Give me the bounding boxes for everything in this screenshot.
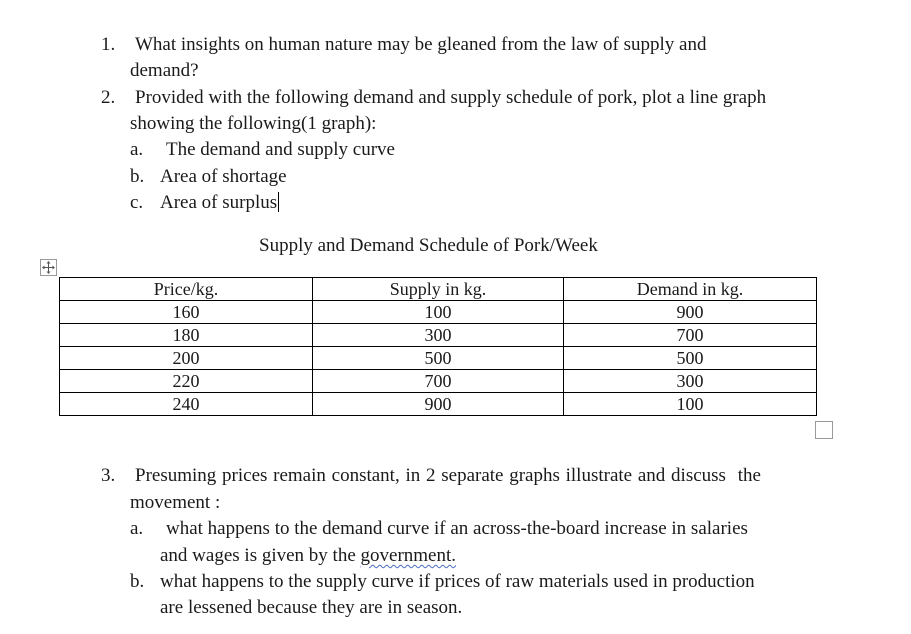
cell-price: 240 [60, 393, 313, 416]
table-title: Supply and Demand Schedule of Pork/Week [259, 235, 598, 256]
question-3-item-a-marker: a. [130, 518, 144, 539]
cell-demand: 700 [564, 324, 817, 347]
spellcheck-flagged-word[interactable]: government. [360, 545, 457, 566]
question-3-item-a-line2 [160, 543, 456, 569]
table-row [60, 301, 817, 324]
question-3-item-b-line1: what happens to the supply curve if prices of raw materials used in production [160, 571, 755, 592]
question-1-text-line1: What insights on human nature may be gleaned from the law of supply and [135, 34, 707, 55]
question-3-text-line1-main: Presuming prices remain constant, in 2 separate graphs illustrate and discuss [135, 465, 726, 486]
cell-demand: 300 [564, 370, 817, 393]
move-arrows-icon [41, 260, 56, 275]
cell-demand: 900 [564, 301, 817, 324]
question-1-text-line2: demand? [130, 60, 199, 81]
supply-demand-table[interactable] [59, 277, 817, 416]
cell-demand: 100 [564, 393, 817, 416]
table-row [60, 370, 817, 393]
table-move-handle[interactable] [40, 259, 57, 276]
cell-supply: 300 [313, 324, 564, 347]
table-row [60, 324, 817, 347]
cell-supply: 700 [313, 370, 564, 393]
question-3-number: 3. [101, 465, 116, 486]
cell-supply: 900 [313, 393, 564, 416]
question-3-text-line1-end: the [737, 465, 761, 486]
table-header-row [60, 278, 817, 301]
question-3-text-line1 [135, 463, 761, 489]
cell-price: 160 [60, 301, 313, 324]
table-row [60, 347, 817, 370]
question-3-item-b-line2: are lessened because they are in season. [160, 597, 463, 618]
cell-price: 220 [60, 370, 313, 393]
question-2-text-line2: showing the following(1 graph): [130, 113, 377, 134]
question-2-text-line1: Provided with the following demand and supply schedule of pork, plot a line graph [135, 87, 767, 108]
cell-supply: 100 [313, 301, 564, 324]
question-2-item-c[interactable] [160, 190, 279, 216]
question-1-number: 1. [101, 34, 116, 55]
cell-price: 180 [60, 324, 313, 347]
cell-supply: 500 [313, 347, 564, 370]
question-2-item-c-text: Area of surplus [160, 192, 278, 213]
question-2-item-b-marker: b. [130, 166, 145, 187]
question-2-number: 2. [101, 87, 116, 108]
question-2-item-c-marker: c. [130, 192, 144, 213]
table-row [60, 393, 817, 416]
text-cursor [278, 192, 279, 212]
header-demand: Demand in kg. [564, 278, 817, 301]
cell-demand: 500 [564, 347, 817, 370]
table-resize-handle[interactable] [815, 421, 833, 439]
question-2-item-a-text: The demand and supply curve [166, 139, 395, 160]
cell-price: 200 [60, 347, 313, 370]
question-3-text-line2: movement : [130, 492, 221, 513]
header-supply: Supply in kg. [313, 278, 564, 301]
question-3-item-a-line2-main: and wages is given by the [160, 545, 361, 566]
question-2-item-b-text: Area of shortage [160, 166, 287, 187]
header-price: Price/kg. [60, 278, 313, 301]
question-2-item-a-marker: a. [130, 139, 144, 160]
question-3-item-b-marker: b. [130, 571, 145, 592]
question-3-item-a-line1: what happens to the demand curve if an across-the-board increase in salaries [166, 518, 748, 539]
